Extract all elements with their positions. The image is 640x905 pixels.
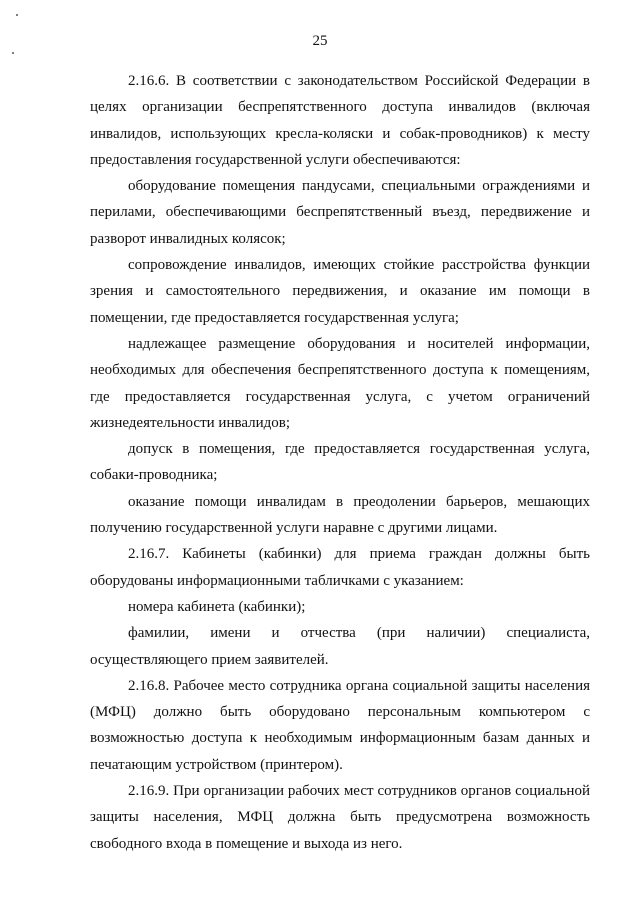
paragraph-2-16-7: 2.16.7. Кабинеты (кабинки) для приема граждан должны быть оборудованы информационными табличками с указанием: (90, 546, 590, 589)
paragraph-barrier-assistance: оказание помощи инвалидам в преодолении барьеров, мешающих получению государственной услуги наравне с другими лицами. (90, 493, 590, 537)
document-body (90, 68, 590, 857)
paragraph-2-16-9: 2.16.9. При организации рабочих мест сотрудников органов социальной защиты населения, МФЦ должна быть предусмотрена возможность свободного входа в помещение и выхода из него. (90, 783, 590, 852)
scan-speck (16, 14, 18, 16)
paragraph-cabinet-number: номера кабинета (кабинки); (128, 598, 306, 615)
paragraph-2-16-6: 2.16.6. В соответствии с законодательством Российской Федерации в целях организации беспрепятственного доступа инвалидов (включая инвалидов, использующих кресла-коляски и собак-проводников) к месту предоставления государственной услуги обеспечиваются: (90, 73, 590, 168)
scan-speck (12, 52, 14, 54)
paragraph-2-16-8: 2.16.8. Рабочее место сотрудника органа социальной защиты населения (МФЦ) должно быть оборудовано персональным компьютером с возможностью доступа к необходимым информационным базам данных и печатающим устройством (принтером). (90, 677, 590, 773)
paragraph-specialist-name: фамилии, имени и отчества (при наличии) специалиста, осуществляющего прием заявителей. (90, 625, 590, 668)
paragraph-escort: сопровождение инвалидов, имеющих стойкие расстройства функции зрения и самостоятельного передвижения, и оказание им помощи в помещении, где предоставляется государственная услуга; (90, 257, 590, 326)
page-number: 25 (312, 33, 328, 49)
paragraph-equipment-placement: надлежащее размещение оборудования и носителей информации, необходимых для обеспечения беспрепятственного доступа к помещениям, где предоставляется государственная услуга, с учетом ограничений жизнедеятельности инвалидов; (90, 335, 590, 431)
paragraph-guide-dog: допуск в помещения, где предоставляется государственная услуга, собаки-проводника; (90, 441, 590, 484)
paragraph-ramps: оборудование помещения пандусами, специальными ограждениями и перилами, обеспечивающими беспрепятственный въезд, передвижение и разворот инвалидных колясок; (90, 178, 590, 247)
